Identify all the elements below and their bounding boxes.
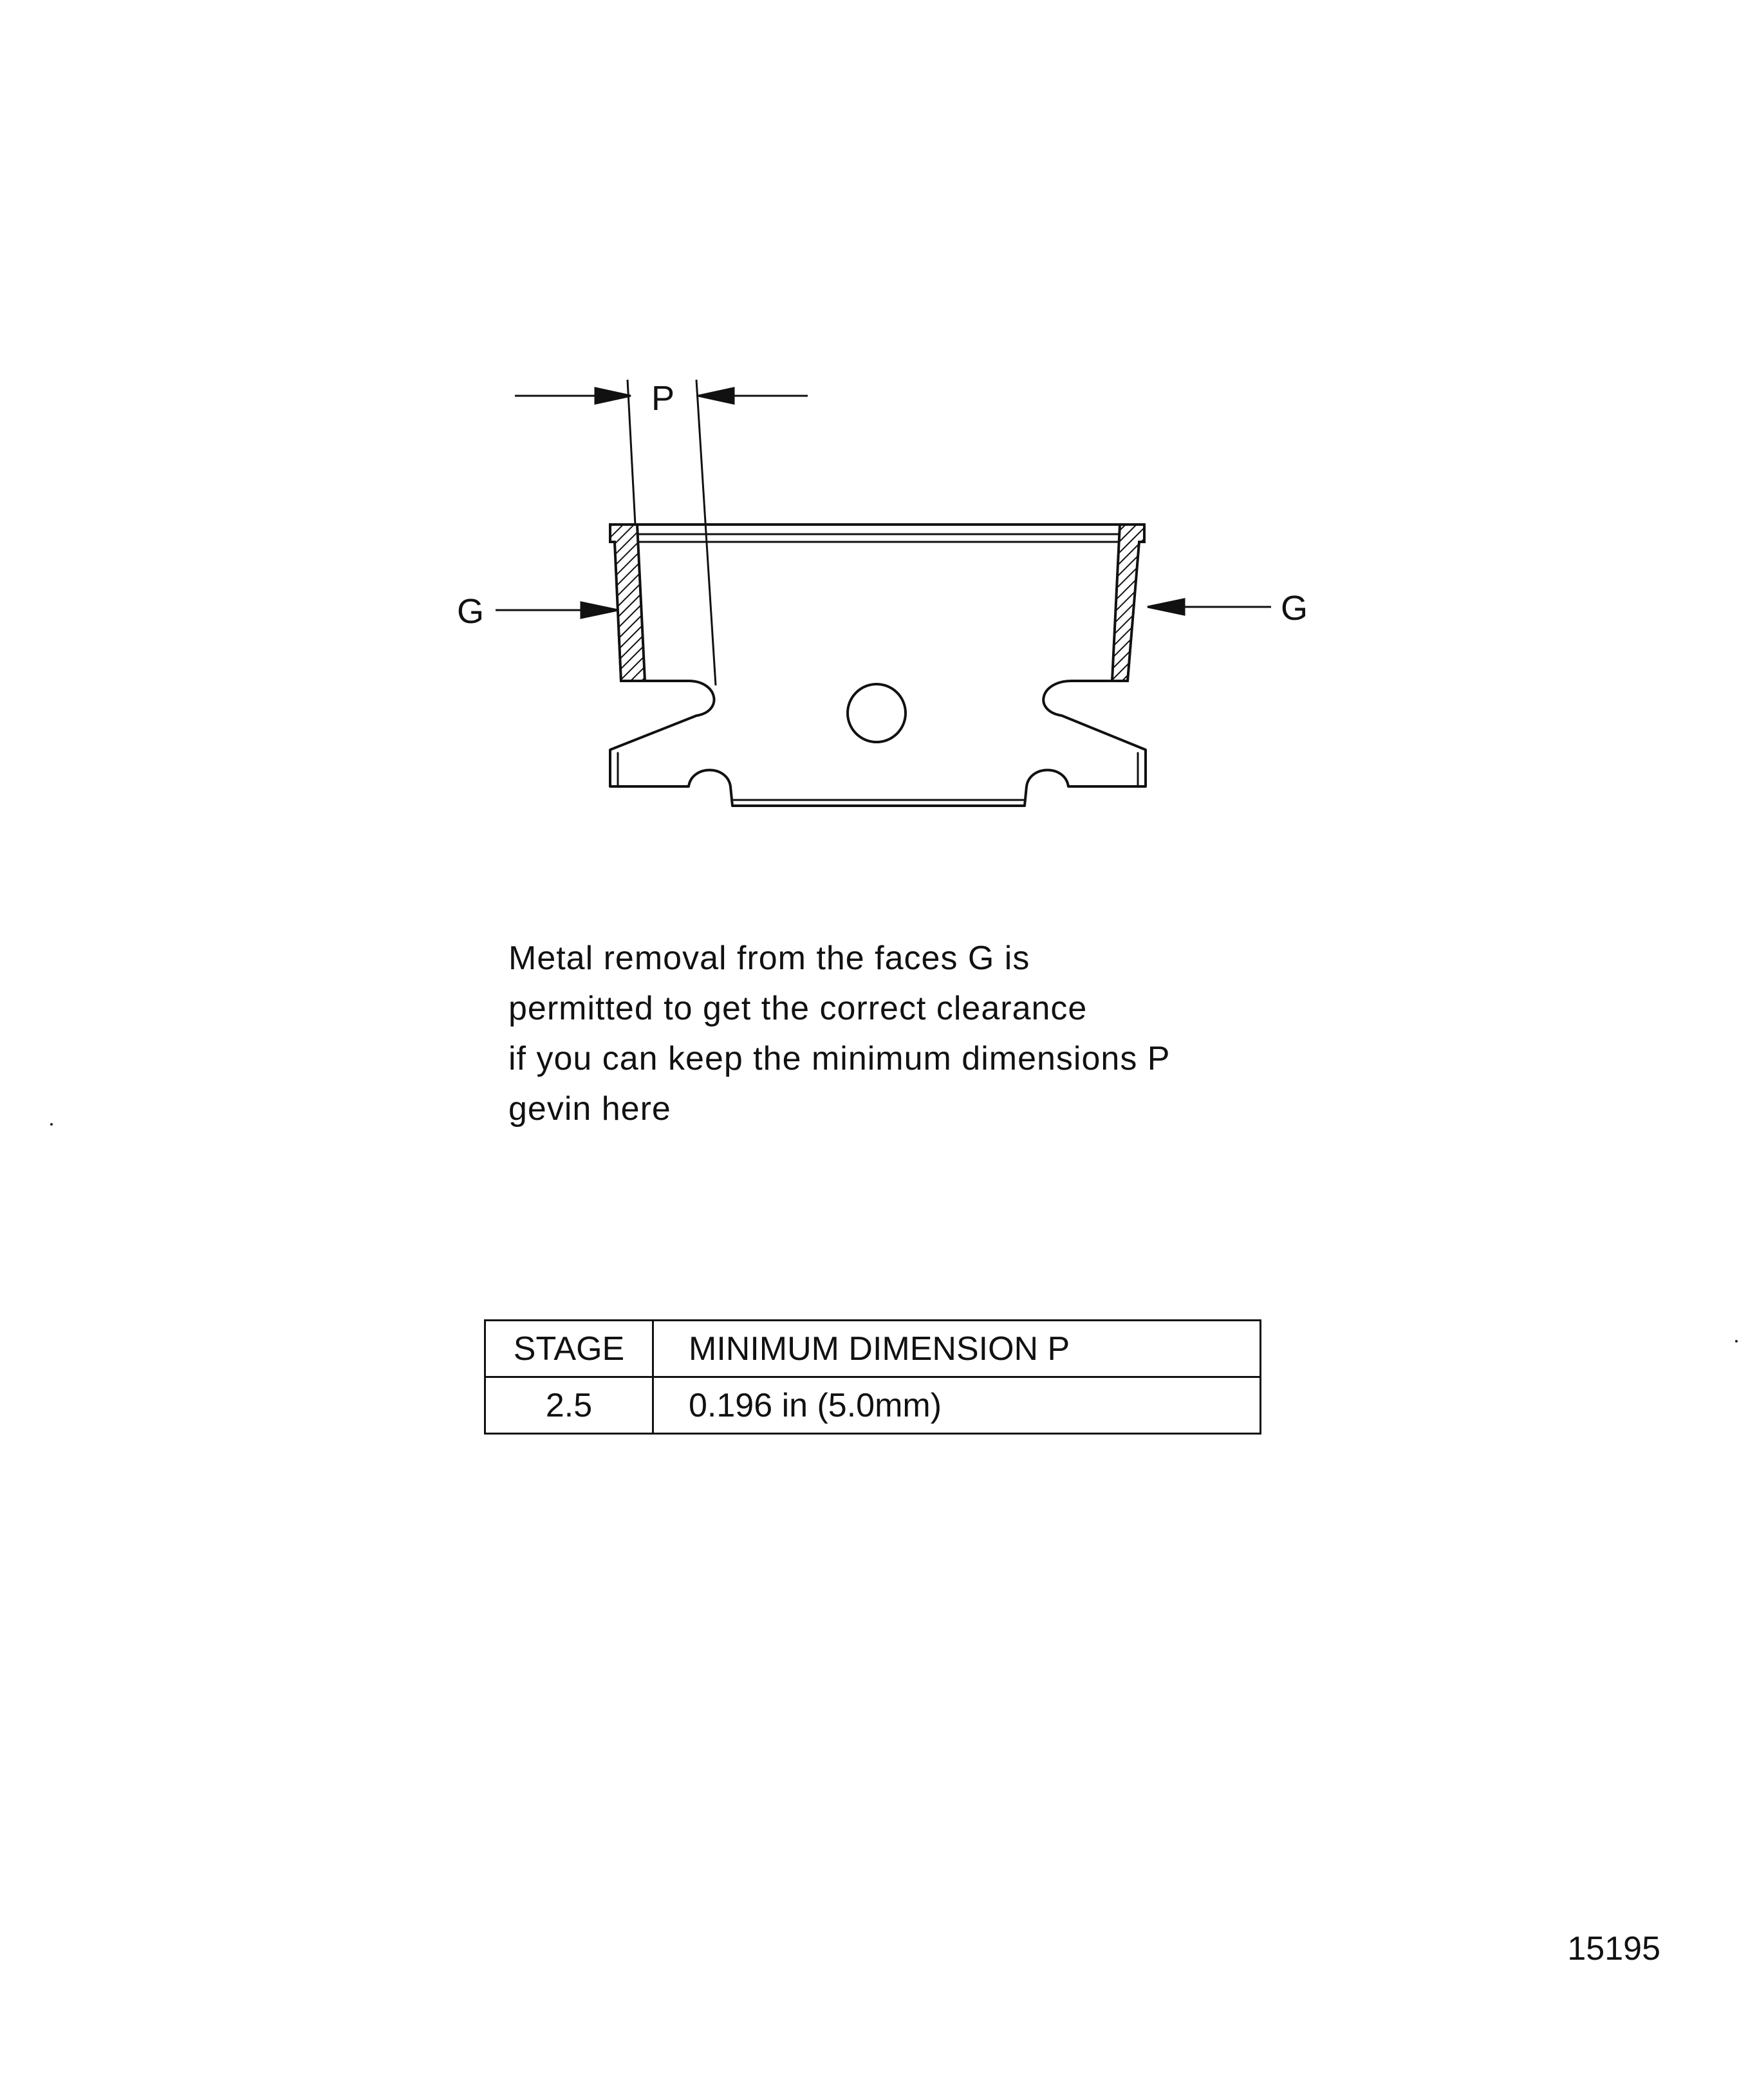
face-g-right — [1112, 525, 1144, 681]
label-g-left: G — [457, 592, 485, 631]
face-g-left — [610, 525, 645, 681]
scan-speck — [1735, 1340, 1738, 1343]
instruction-caption — [508, 933, 1170, 1134]
piston-ring-groove-diagram — [0, 0, 1757, 901]
caption-line: permitted to get the correct clearance — [508, 990, 1088, 1027]
body-outline — [610, 525, 1146, 806]
table-row — [485, 1377, 1261, 1434]
cell-stage: 2.5 — [485, 1377, 653, 1434]
caption-line: if you can keep the minimum dimensions P — [508, 1040, 1171, 1077]
dimension-p-left-extension — [628, 380, 635, 525]
caption-line: Metal removal from the faces G is — [508, 940, 1030, 977]
figure-number: 15195 — [1567, 1930, 1660, 1967]
dimension-p-right-extension — [696, 380, 716, 685]
table-header-row — [485, 1321, 1261, 1377]
cell-minimum-dimension: 0.196 in (5.0mm) — [653, 1377, 1261, 1434]
header-stage: STAGE — [485, 1321, 653, 1377]
scan-speck — [50, 1123, 53, 1126]
caption-line: gevin here — [508, 1090, 671, 1128]
pin-hole — [848, 684, 906, 742]
header-minimum-dimension: MINIMUM DIMENSION P — [653, 1321, 1261, 1377]
label-p: P — [651, 379, 675, 418]
minimum-dimension-table — [484, 1319, 1261, 1435]
label-g-right: G — [1281, 589, 1308, 627]
